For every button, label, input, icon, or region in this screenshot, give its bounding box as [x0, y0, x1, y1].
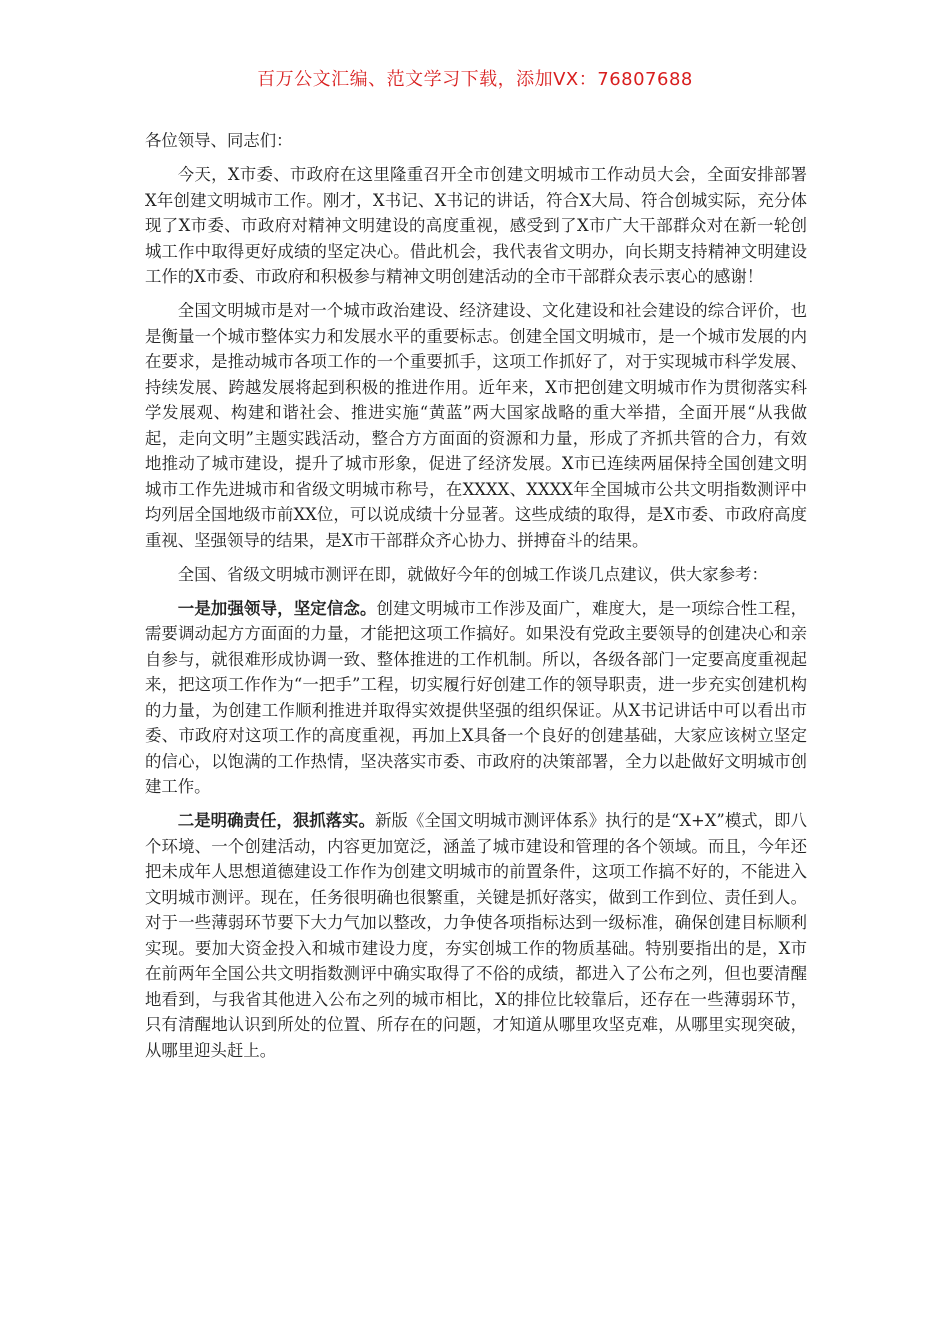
- paragraph-intro: 今天，X市委、市政府在这里隆重召开全市创建文明城市工作动员大会，全面安排部署X年创建文明城市工作。刚才，X书记、X书记的讲话，符合X大局、符合创城实际，充分体现了X市委、市政府对精神文明建设的高度重视，感受到了X市广大干部群众对在新一轮创城工作中取得更好成绩的坚定决心。借此机会，我代表省文明办，向长期支持精神文明建设工作的X市委、市政府和积极参与精神文明创建活动的全市干部群众表示衷心的感谢！: [145, 165, 807, 286]
- point-two-text: 新版《全国文明城市测评体系》执行的是“X+X”模式，即八个环境、一个创建活动，内容更加宽泛，涵盖了城市建设和管理的各个领域。而且，今年还把未成年人思想道德建设工作作为创建文明城市的前置条件，这项工作搞不好的，不能进入文明城市测评。现在，任务很明确也很繁重，关键是抓好落实，做到工作到位、责任到人。对于一些薄弱环节要下大力气加以整改，力争使各项指标达到一级标准，确保创建目标顺利实现。要加大资金投入和城市建设力度，夯实创城工作的物质基础。特别要指出的是，X市在前两年全国公共文明指数测评中确实取得了不俗的成绩，都进入了公布之列，但也要清醒地看到，与我省其他进入公布之列的城市相比，X的排位比较靠后，还存在一些薄弱环节，只有清醒地认识到所处的位置、所存在的问题，才知道从哪里攻坚克难，从哪里实现突破，从哪里迎头赶上。: [145, 811, 807, 1060]
- paragraph-point-one: [145, 596, 807, 800]
- point-two-heading: 二是明确责任，狠抓落实。: [177, 811, 376, 830]
- document-body: [145, 128, 807, 1072]
- paragraph-point-two: [145, 808, 807, 1063]
- paragraph-background: 全国文明城市是对一个城市政治建设、经济建设、文化建设和社会建设的综合评价，也是衡量一个城市整体实力和发展水平的重要标志。创建全国文明城市，是一个城市发展的内在要求，是推动城市各项工作的一个重要抓手，这项工作抓好了，对于实现城市科学发展、持续发展、跨越发展将起到积极的推进作用。近年来，X市把创建文明城市作为贯彻落实科学发展观、构建和谐社会、推进实施“黄蓝”两大国家战略的重大举措，全面开展“从我做起，走向文明”主题实践活动，整合方方面面的资源和力量，形成了齐抓共管的合力，有效地推动了城市建设，提升了城市形象，促进了经济发展。X市已连续两届保持全国创建文明城市工作先进城市和省级文明城市称号，在XXXX、XXXX年全国城市公共文明指数测评中均列居全国地级市前XX位，可以说成绩十分显著。这些成绩的取得，是X市委、市政府高度重视、坚强领导的结果，是X市干部群众齐心协力、拼搏奋斗的结果。: [145, 301, 807, 550]
- banner-text: 百万公文汇编、范文学习下载，添加VX：76807688: [257, 69, 693, 90]
- salutation: 各位领导、同志们：: [145, 131, 293, 150]
- point-one-heading: 一是加强领导，坚定信念。: [177, 598, 377, 618]
- point-one-text: 创建文明城市工作涉及面广，难度大，是一项综合性工程，需要调动起方方面面的力量，才能把这项工作搞好。如果没有党政主要领导的创建决心和亲自参与，就很难形成协调一致、整体推进的工作机制。所以，各级各部门一定要高度重视起来，把这项工作作为“一把手”工程，切实履行好创建工作的领导职责，进一步充实创建机构的力量，为创建工作顺利推进并取得实效提供坚强的组织保证。从X书记讲话中可以看出市委、市政府对这项工作的高度重视，再加上X具备一个良好的创建基础，大家应该树立坚定的信心，以饱满的工作热情，坚决落实市委、市政府的决策部署，全力以赴做好文明城市创建工作。: [145, 598, 807, 796]
- paragraph-suggestions-intro: 全国、省级文明城市测评在即，就做好今年的创城工作谈几点建议，供大家参考：: [177, 564, 768, 584]
